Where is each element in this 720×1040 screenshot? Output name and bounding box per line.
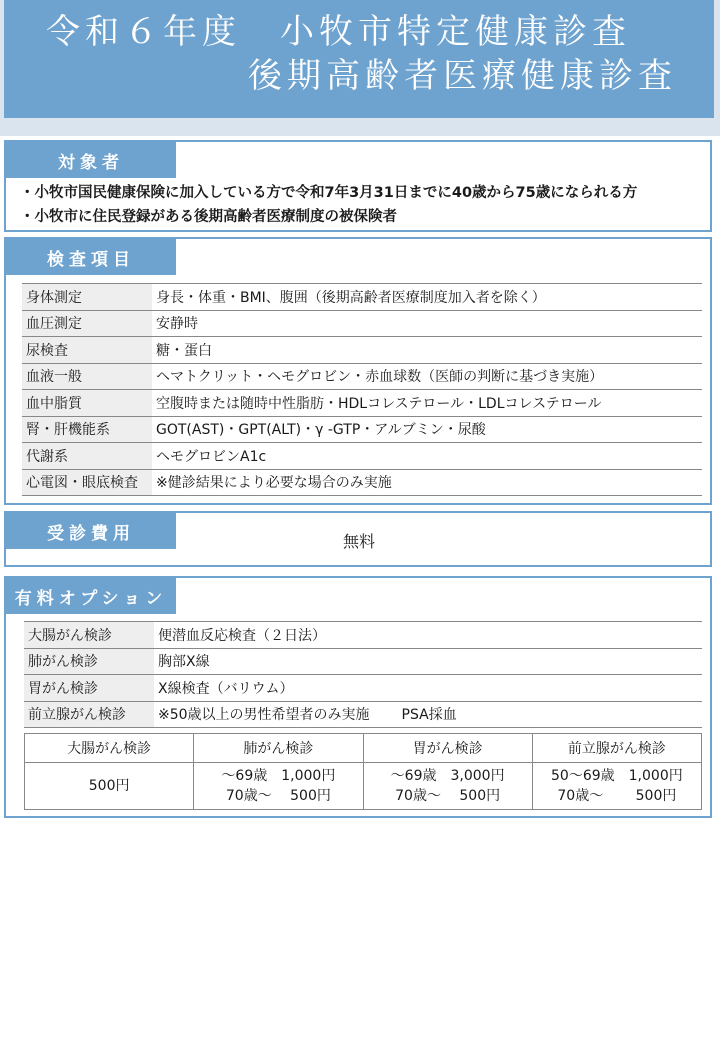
page-title-line2: 後期高齢者医療健康診査 [248,56,677,96]
exam-value: GOT(AST)・GPT(ALT)・γ -GTP・アルブミン・尿酸 [152,416,702,443]
table-row [22,337,702,364]
options-title: 有料オプション [6,578,176,614]
target-title: 対象者 [6,142,176,178]
exam-value: 身長・体重・BMI、腹囲（後期高齢者医療制度加入者を除く） [152,284,702,311]
exam-value: ヘマトクリット・ヘモグロビン・赤血球数（医師の判断に基づき実施） [152,363,702,390]
price-header-row [25,734,702,763]
target-line: ・小牧市国民健康保険に加入している方で令和7年3月31日までに40歳から75歳になられる方 [20,185,638,201]
exam-label: 身体測定 [22,284,152,311]
exam-value: 空腹時または随時中性脂肪・HDLコレステロール・LDLコレステロール [152,390,702,417]
fee-section [4,511,712,567]
price-line: ～69歳 3,000円 [390,768,505,784]
price-header: 胃がん検診 [363,734,532,763]
exam-label: 代謝系 [22,443,152,470]
price-header: 前立腺がん検診 [532,734,701,763]
option-extra: PSA採血 [401,707,457,724]
exam-label: 尿検査 [22,337,152,364]
exam-title: 検査項目 [6,239,176,275]
target-section [4,140,712,232]
price-line: 70歳～ 500円 [557,788,677,804]
table-row [22,469,702,496]
exam-value: 糖・蛋白 [152,337,702,364]
options-section [4,576,712,818]
table-row [24,675,702,702]
page-title-line1: 令和６年度 小牧市特定健康診査 [46,12,631,52]
table-row [22,390,702,417]
exam-value: 安静時 [152,310,702,337]
table-row [24,701,702,728]
exam-label: 腎・肝機能系 [22,416,152,443]
option-value: X線検査（バリウム） [154,675,702,702]
price-cell [532,763,701,810]
price-line: ～69歳 1,000円 [221,768,336,784]
option-value [154,701,702,728]
target-line: ・小牧市に住民登録がある後期高齢者医療制度の被保険者 [20,209,397,225]
options-table [24,621,702,728]
table-row [24,622,702,649]
table-row [22,443,702,470]
exam-section [4,237,712,505]
exam-label: 血圧測定 [22,310,152,337]
table-row [22,416,702,443]
header-banner [4,0,714,118]
option-label: 前立腺がん検診 [24,701,154,728]
exam-label: 心電図・眼底検査 [22,469,152,496]
table-row [22,363,702,390]
price-line: 50～69歳 1,000円 [551,768,683,784]
price-row [25,763,702,810]
option-label: 胃がん検診 [24,675,154,702]
exam-value: ※健診結果により必要な場合のみ実施 [152,469,702,496]
exam-table [22,283,702,496]
option-value: 胸部X線 [154,648,702,675]
price-cell [25,763,194,810]
table-row [22,284,702,311]
exam-label: 血液一般 [22,363,152,390]
table-row [24,648,702,675]
exam-label: 血中脂質 [22,390,152,417]
table-row [22,310,702,337]
price-cell [194,763,363,810]
option-label: 大腸がん検診 [24,622,154,649]
price-header: 肺がん検診 [194,734,363,763]
fee-value: 無料 [343,532,376,551]
price-cell [363,763,532,810]
option-label: 肺がん検診 [24,648,154,675]
exam-value: ヘモグロビンA1c [152,443,702,470]
price-line: 70歳～ 500円 [395,788,501,804]
price-line: 500円 [88,778,130,794]
price-header: 大腸がん検診 [25,734,194,763]
price-line: 70歳～ 500円 [225,788,331,804]
fee-title: 受診費用 [6,513,176,549]
option-value: 便潜血反応検査（２日法） [154,622,702,649]
price-table [24,733,702,810]
option-note: ※50歳以上の男性希望者のみ実施 [158,707,370,724]
